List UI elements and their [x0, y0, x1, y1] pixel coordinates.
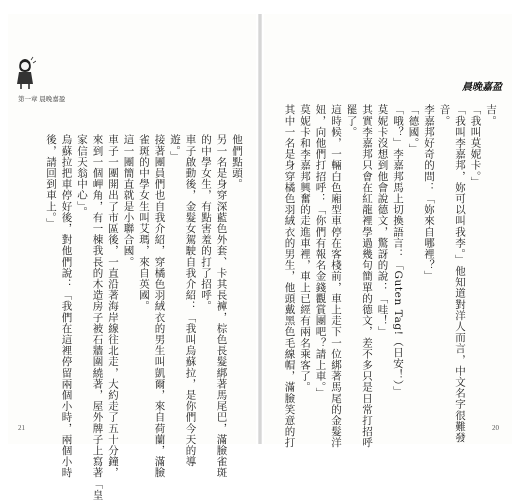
text-column: 罷了。 — [345, 104, 358, 138]
text-column: 妞，向他們打招呼：「你們有報名金錢觀賞團吧？請上車。」 — [314, 104, 327, 399]
text-column: 「哦？」李嘉邦馬上切換語言：「Guten Tag!（日安！）」 — [392, 104, 404, 397]
text-column: 另一名是身穿深藍色外套、卡其長褲，棕色長髮綁著馬尾巴，滿臉雀斑 — [215, 134, 228, 479]
text-column: 他們點頭。 — [231, 134, 243, 190]
left-page — [8, 14, 256, 500]
text-column: 莫妮卡和李嘉邦興奮的走進車裡，車上已經有兩名乘客了。 — [299, 104, 311, 393]
text-column: 吉。 — [485, 104, 497, 127]
chapter-header: 第一章 晨晚嘉盈 — [18, 96, 66, 103]
text-column: 車子一團開出了市區後，一直沿著海岸線往北走，大約走了五十分鐘， — [107, 134, 119, 479]
chapter-title: 晨晚嘉盈 — [462, 82, 502, 93]
text-column: 這時候，一輛白色廂型車停在客棧前，車上走下一位綁著馬尾的金髮洋 — [330, 104, 342, 449]
page-number: 21 — [18, 424, 25, 432]
text-column: 莫妮卡沒想到他會說德文，驚訝的說：「哇！」 — [376, 104, 389, 338]
right-page — [264, 14, 512, 449]
text-column: 車子啟動後，金髮女駕駛自我介紹：「我叫烏蘇拉，是你們今天的導 — [184, 134, 197, 467]
left-page-body — [34, 134, 244, 500]
page-number: 20 — [492, 424, 499, 432]
text-column: 「我叫莫妮卡。」 — [469, 104, 482, 188]
text-column: 雀斑的中學女生叫艾瑪，來自英國。 — [138, 134, 150, 312]
text-column: 的中學女生，有點害羞的打了招呼。 — [200, 134, 212, 312]
text-column: 其實李嘉邦只會在紅龍裡學過幾句簡單的德文，差不多只是日常打招呼 — [361, 104, 373, 449]
text-column: 接著團員們也自我介紹，穿橘色羽絨衣的男生叫凱爾，來自荷蘭，滿臉 — [153, 134, 166, 479]
text-column: 家信天翁中心」。 — [76, 134, 88, 218]
text-column: 來到一個岬角，有一棟我長的木造房子被石牆圍繞著，屋外牌子上寫著「皇 — [91, 134, 104, 500]
text-column: 遊。」 — [169, 134, 181, 163]
text-column: 後，請回到車上。」 — [45, 134, 57, 229]
text-column: 這一團簡直就是小聯合國。 — [122, 134, 135, 268]
text-column: 其中一名是身穿橘色羽絨衣的男生，他頭戴黑色毛線帽，滿臉笑意的打 — [283, 104, 296, 449]
text-column: 「德國。」 — [407, 104, 420, 155]
text-column: 「我叫李嘉邦，妳可以叫我李。」他知道對洋人而言，中文名字很難發 — [454, 104, 466, 443]
text-column: 烏蘇拉把車停好後，對他們說：「我們在這裡停留兩個小時，兩個小時 — [60, 134, 73, 479]
text-column: 李嘉邦好奇的問：「妳來自哪裡？」 — [423, 104, 435, 282]
text-column: 音。 — [438, 104, 451, 127]
girl-illustration-icon — [14, 56, 36, 90]
book-spine — [258, 14, 262, 444]
